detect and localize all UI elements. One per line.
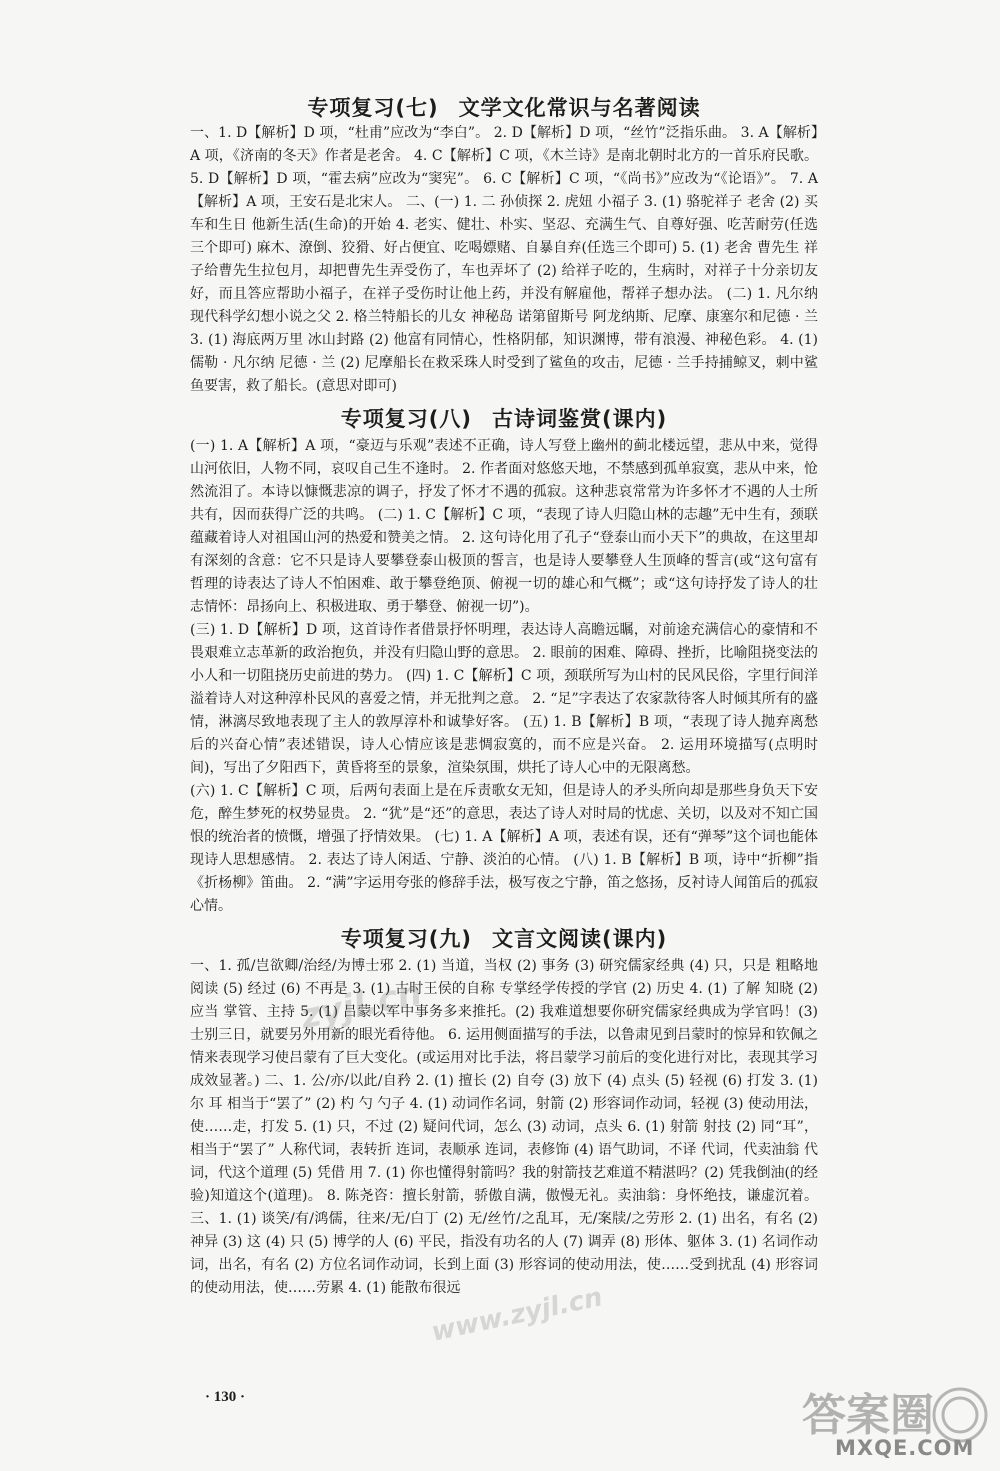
section-body-7 [190,122,818,398]
answer-paragraph: 一、1. 孤/岂欲卿/治经/为博士邪 2. (1) 当道，当权 (2) 事务 (3) 研究儒家经典 (4) 只，只是 粗略地阅读 (5) 经过 (6) 不再是 3. (1) 古时王侯的自称 专掌经学传授的学官 (2) 历史 4. (1) 了解 知晓 (2) 应当 掌管、主持 5. (1) 吕蒙以军中事务多来推托。(2) 我难道想要你研究儒家经典成为学官吗！(3) 士别三日，就要另外用新的眼光看待他。 6. 运用侧面描写的手法，以鲁肃见到吕蒙时的惊异和钦佩之情来表现学习使吕蒙有了巨大变化。(或运用对比手法，将吕蒙学习前后的变化进行对比，表现其学习成效显著。) 二、1. 公/亦/以此/自矜 2. (1) 擅长 (2) 自夸 (3) 放下 (4) 点头 (5) 轻视 (6) 打发 3. (1) 尔 耳 相当于“罢了” (2) 杓 勺 勺子 4. (1) 动词作名词，射箭 (2) 形容词作动词，轻视 (3) 使动用法，使……走，打发 5. (1) 只，不过 (2) 疑问代词，怎么 (3) 动词，点头 6. (1) 射箭 射技 (2) 同“耳”，相当于“罢了” 人称代词，表转折 连词，表顺承 连词，表修饰 (4) 语气助词，不译 代词，代卖油翁 代词，代这个道理 (5) 凭借 用 7. (1) 你也懂得射箭吗？我的射箭技艺难道不精湛吗？(2) 凭我倒油(的经验)知道这个(道理)。 8. 陈尧咨：擅长射箭，骄傲自满，傲慢无礼。卖油翁：身怀绝技，谦虚沉着。 三、1. (1) 谈笑/有/鸿儒，往来/无/白丁 (2) 无/丝竹/之乱耳，无/案牍/之劳形 2. (1) 出名，有名 (2) 神异 (3) 这 (4) 只 (5) 博学的人 (6) 平民，指没有功名的人 (7) 调弄 (8) 形体、躯体 3. (1) 名词作动词，出名，有名 (2) 方位名词作动词，长到上面 (3) 形容词的使动用法，使……受到扰乱 (4) 形容词的使动用法，使……劳累 4. (1) 能散布很远 [190,958,818,1296]
corner-logo-text: 答案圈 [802,1390,934,1441]
section-body-9 [190,955,818,1300]
section-topic: 文学文化常识与名著阅读 [458,96,701,120]
page-number: · 130 · [205,1389,246,1405]
answer-paragraph: 一、1. D【解析】D 项，“杜甫”应改为“李白”。 2. D【解析】D 项，“丝竹”泛指乐曲。 3. A【解析】A 项，《济南的冬天》作者是老舍。 4. C【解析】C 项，《木兰诗》是南北朝时北方的一首乐府民歌。 5. D【解析】D 项，“霍去病”应改为“窦宪”。 6. C【解析】C 项，“《尚书》”应改为“《论语》”。 7. A【解析】A 项，王安石是北宋人。 二、(一) 1. 二 孙侦探 2. 虎妞 小福子 3. (1) 骆驼祥子 老舍 (2) 买车和生日 他新生活(生命)的开始 4. 老实、健壮、朴实、坚忍、充满生气、自尊好强、吃苦耐劳(任选三个即可) 麻木、潦倒、狡猾、好占便宜、吃喝嫖赌、自暴自弃(任选三个即可) 5. (1) 老舍 曹先生 祥子给曹先生拉包月，却把曹先生弄受伤了，车也弄坏了 (2) 给祥子吃的，生病时，对祥子十分亲切友好，而且答应帮助小福子，在祥子受伤时让他上药，并没有解雇他，帮祥子想办法。 (二) 1. 凡尔纳 现代科学幻想小说之父 2. 格兰特船长的儿女 神秘岛 诺第留斯号 阿龙纳斯、尼摩、康塞尔和尼德 · 兰 3. (1) 海底两万里 冰山封路 (2) 他富有同情心，性格阴郁，知识渊博，带有浪漫、神秘色彩。 4. (1) 儒勒 · 凡尔纳 尼德 · 兰 (2) 尼摩船长在救采珠人时受到了鲨鱼的攻击，尼德 · 兰手持捕鲸叉，刺中鲨鱼要害，救了船长。(意思对即可) [190,125,818,394]
section-number: 专项复习(九) [340,927,472,951]
answer-paragraph: (一) 1. A【解析】A 项，“豪迈与乐观”表述不正确，诗人写登上幽州的蓟北楼远望，悲从中来，觉得山河依旧，人物不同，哀叹自己生不逢时。 2. 作者面对悠悠天地，不禁感到孤单寂寞，悲从中来，怆然流泪了。本诗以慷慨悲凉的调子，抒发了怀才不遇的孤寂。这种悲哀常常为许多怀才不遇的人士所共有，因而获得广泛的共鸣。 (二) 1. C【解析】C 项，“表现了诗人归隐山林的志趣”无中生有，颈联蕴藏着诗人对祖国山河的热爱和赞美之情。 2. 这句诗化用了孔子“登泰山而小天下”的典故，在这里却有深刻的含意：它不只是诗人要攀登泰山极顶的誓言，也是诗人要攀登人生顶峰的誓言(或“这句富有哲理的诗表达了诗人不怕困难、敢于攀登绝顶、俯视一切的雄心和气概”；或“这句诗抒发了诗人的壮志情怀：昂扬向上、积极进取、勇于攀登、俯视一切”)。 [190,438,818,615]
section-title-9 [190,923,818,953]
answer-paragraph: (三) 1. D【解析】D 项，这首诗作者借景抒怀明理，表达诗人高瞻远瞩，对前途充满信心的豪情和不畏艰难立志革新的政治抱负，并没有归隐山野的意思。 2. 眼前的困难、障碍、挫折，比喻阻挠变法的小人和一切阻挠历史前进的势力。 (四) 1. C【解析】C 项，颈联所写为山村的民风民俗，字里行间洋溢着诗人对这种淳朴民风的喜爱之情，并无批判之意。 2. “足”字表达了农家款待客人时倾其所有的盛情，淋漓尽致地表现了主人的敦厚淳朴和诚挚好客。 (五) 1. B【解析】B 项，“表现了诗人抛弃离愁后的兴奋心情”表述错误，诗人心情应该是悲惆寂寞的，而不应是兴奋。 2. 运用环境描写(点明时间)，写出了夕阳西下，黄昏将至的景象，渲染氛围，烘托了诗人心中的无限离愁。 [190,622,818,776]
section-title-8 [190,403,818,433]
section-body-8 [190,435,818,918]
answer-page [190,92,818,1305]
answer-paragraph: (六) 1. C【解析】C 项，后两句表面上是在斥责歌女无知，但是诗人的矛头所向却是那些身负天下安危，醉生梦死的权势显贵。 2. “犹”是“还”的意思，表达了诗人对时局的忧虑、关切，以及对不知亡国恨的统治者的愤慨，增强了抒情效果。 (七) 1. A【解析】A 项，表述有误，还有“弹琴”这个词也能体现诗人思想感情。 2. 表达了诗人闲适、宁静、淡泊的心情。 (八) 1. B【解析】B 项，诗中“折柳”指《折杨柳》笛曲。 2. “满”字运用夸张的修辞手法，极写夜之宁静，笛之悠扬，反衬诗人闻笛后的孤寂心情。 [190,783,818,914]
section-number: 专项复习(八) [340,407,472,431]
section-title-7 [190,92,818,122]
corner-url-text: MXQE.COM [835,1436,975,1460]
section-topic: 文言文阅读(课内) [492,927,668,951]
watermark-text: zyjl.cn [297,972,426,1038]
section-number: 专项复习(七) [307,96,439,120]
watermark-text: www.zyjl.cn [428,1282,606,1348]
section-topic: 古诗词鉴赏(课内) [492,407,668,431]
